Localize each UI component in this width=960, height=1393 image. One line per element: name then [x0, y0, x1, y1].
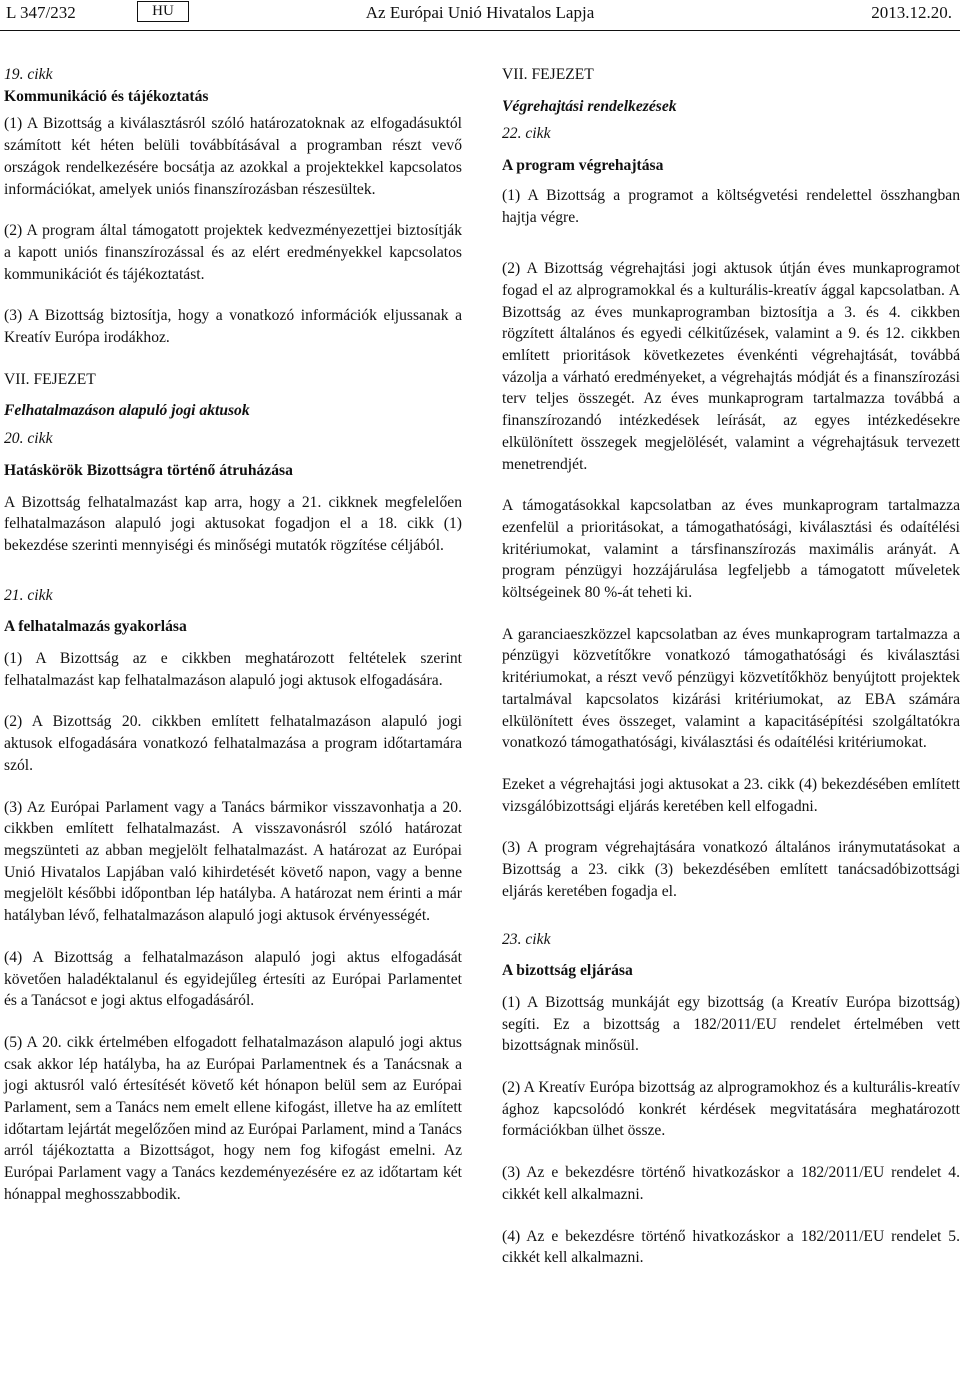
article-22-para-3: A támogatásokkal kapcsolatban az éves munkaprogram tartalmazza ezenfelül a prioritásokat, a támogathatósági, kiválasztási és odaítélési kritériumokat, valamint a társfinanszírozás maximális arányát. A program pénzügyi hozzájárulása legfeljebb a támogatott műveletek költségeinek 80 %-át teheti ki. — [502, 497, 960, 602]
article-22-para-6: (3) A program végrehajtására vonatkozó általános iránymutatásokat a Bizottság a 23. cikk (3) bekezdésében említett tanácsadóbizottsági eljárás keretében fogadja el. — [502, 839, 960, 900]
article-21-para-2: (2) A Bizottság 20. cikkben említett felhatalmazáson alapuló jogi aktusok elfogadására vonatkozó felhatalmazása a program időtartamára szól. — [4, 713, 462, 774]
article-23-para-4: (4) Az e bekezdésre történő hivatkozáskor a 182/2011/EU rendelet 5. cikkét kell alkalmazni. — [502, 1227, 960, 1267]
chapter-8-label: VII. FEJEZET — [502, 66, 594, 83]
article-22-title: A program végrehajtása — [502, 157, 664, 175]
article-22-para-1: (1) A Bizottság a programot a költségvetési rendelettel összhangban hajtja végre. — [502, 186, 960, 226]
article-19-para-3: (3) A Bizottság biztosítja, hogy a vonatkozó információk eljussanak a Kreatív Európa irodákhoz. — [4, 307, 462, 347]
language-badge: HU — [137, 1, 189, 22]
chapter-8-title: Végrehajtási rendelkezések — [502, 97, 677, 115]
article-19-number: 19. cikk — [4, 66, 53, 83]
article-23-number: 23. cikk — [502, 930, 551, 948]
article-22-para-2: (2) A Bizottság végrehajtási jogi aktusok útján éves munkaprogramot fogad el az alprogramokkal és a kulturális-kreatív ággal kapcsolatban. A Bizottság az éves munkaprogramban biztosítja a 3. és 4. cikkben rögzített általános és egyedi célkitűzések, valamint a 9. és 12. cikkben említett prioritások következetes évenkénti végrehajtását, továbbá vázolja a várható eredményeket, a végrehajtás módját és a finanszírozási terv teljes összegét. Az éves munkaprogram tartalmazza továbbá a finanszírozandó intézkedések leírását, az egyes intézkedésekre elkülönített összegek megjelölését, valamint a végrehajtásuk tervezett menetrendjét. — [502, 260, 960, 473]
article-21-para-3: (3) Az Európai Parlament vagy a Tanács bármikor visszavonhatja a 20. cikkben említett felhatalmazást. A visszavonásról szóló határozat megszünteti az abban megjelölt felhatalmazást. A határozat az Európai Unió Hivatalos Lapjában való kihirdetését követő napon, vagy a benne megjelölt későbbi időpontban lép hatályba. A határozat nem érinti a már hatályban lévő, felhatalmazáson alapuló jogi aktusok érvényességét. — [4, 798, 462, 925]
article-20-title: Hatáskörök Bizottságra történő átruházása — [4, 461, 293, 479]
publication-date: 2013.12.20. — [871, 3, 952, 22]
article-23-para-1: (1) A Bizottság munkáját egy bizottság (a Kreatív Európa bizottság) segíti. Ez a bizottság a 182/2011/EU rendelet értelmében vett bizottságnak minősül. — [502, 993, 960, 1055]
article-19-title: Kommunikáció és tájékoztatás — [4, 87, 209, 105]
header-rule — [0, 30, 960, 31]
chapter-7-title: Felhatalmazáson alapuló jogi aktusok — [4, 402, 250, 420]
article-20-para-1: A Bizottság felhatalmazást kap arra, hogy a 21. cikknek megfelelően felhatalmazáson alapuló jogi aktusokat fogadjon el a 18. cikk (1) bekezdése szerinti mennyiségi és minőségi mutatók rögzítése céljából. — [4, 493, 462, 554]
journal-title: Az Európai Unió Hivatalos Lapja — [365, 3, 595, 22]
article-21-para-1: (1) A Bizottság az e cikkben meghatározott feltételek szerint felhatalmazást kap felhatalmazáson alapuló jogi aktusok elfogadására. — [4, 650, 462, 689]
left-column — [4, 64, 462, 1206]
article-23-para-2: (2) A Kreatív Európa bizottság az alprogramokhoz és a kulturális-kreatív ághoz kapcsolódó konkrét kérdések megvitatására meghatározott formációkban ülhet össze. — [502, 1079, 960, 1140]
article-21-para-4: (4) A Bizottság a felhatalmazáson alapuló jogi aktus elfogadását követően haladéktalanul és egyidejűleg értesíti az Európai Parlamentet és a Tanácsot e jogi aktus elfogadásáról. — [4, 948, 462, 1010]
article-22-para-5: Ezeket a végrehajtási jogi aktusokat a 23. cikk (4) bekezdésében említett vizsgálóbizottsági eljárás keretében kell elfogadni. — [502, 775, 960, 815]
article-23-title: A bizottság eljárása — [502, 962, 633, 980]
article-19-para-1: (1) A Bizottság a kiválasztásról szóló határozatoknak az elfogadásuktól számított két héten belüli továbbításával a programban részt vevő országok rendelkezésére bocsátja az azokkal a projektekkel kapcsolatos információkat, amelyek uniós finanszírozásban részesültek. — [4, 115, 462, 198]
right-column — [502, 64, 960, 1269]
article-21-number: 21. cikk — [4, 586, 53, 604]
article-20-number: 20. cikk — [4, 430, 53, 448]
article-19-para-2: (2) A program által támogatott projektek kedvezményezettjei biztosítják a kapott uniós finanszírozással és az elért eredményekkel kapcsolatos kommunikációt és tájékoztatást. — [4, 222, 462, 283]
article-23-para-3: (3) Az e bekezdésre történő hivatkozáskor a 182/2011/EU rendelet 4. cikkét kell alkalmazni. — [502, 1164, 960, 1203]
article-22-number: 22. cikk — [502, 125, 551, 143]
article-21-title: A felhatalmazás gyakorlása — [4, 618, 187, 636]
article-22-para-4: A garanciaeszközzel kapcsolatban az éves munkaprogram tartalmazza a pénzügyi közvetítőkre vonatkozó támogathatósági és kiválasztási kritériumokat, a részt vevő pénzügyi közvetítőkhöz benyújtott projektek tartalmával kapcsolatos kizárási kritériumokat, az EBA számára elkülönített éves összeget, valamint a kapacitásépítési szolgáltatókra vonatkozó támogathatósági, kiválasztási és odaítélési kritériumokat. — [502, 625, 960, 752]
article-21-para-5: (5) A 20. cikk értelmében elfogadott felhatalmazáson alapuló jogi aktus csak akkor lép hatályba, ha az Európai Parlamentnek és a Tanácsnak a jogi aktusról való értesítését követő két hónapon belül sem az Európai Parlament, sem a Tanács nem emelt ellene kifogást, illetve ha az említett időtartam lejártát megelőzően mind az Európai Parlament, mind a Tanács arról tájékoztatta a Bizottságot, hogy nem fog kifogást emelni. Az Európai Parlament vagy a Tanács kezdeményezésére ez az időtartam két hónappal meghosszabbodik. — [4, 1033, 462, 1203]
page-reference: L 347/232 — [6, 3, 76, 22]
page-header — [0, 0, 960, 30]
chapter-7-label: VII. FEJEZET — [4, 370, 96, 388]
